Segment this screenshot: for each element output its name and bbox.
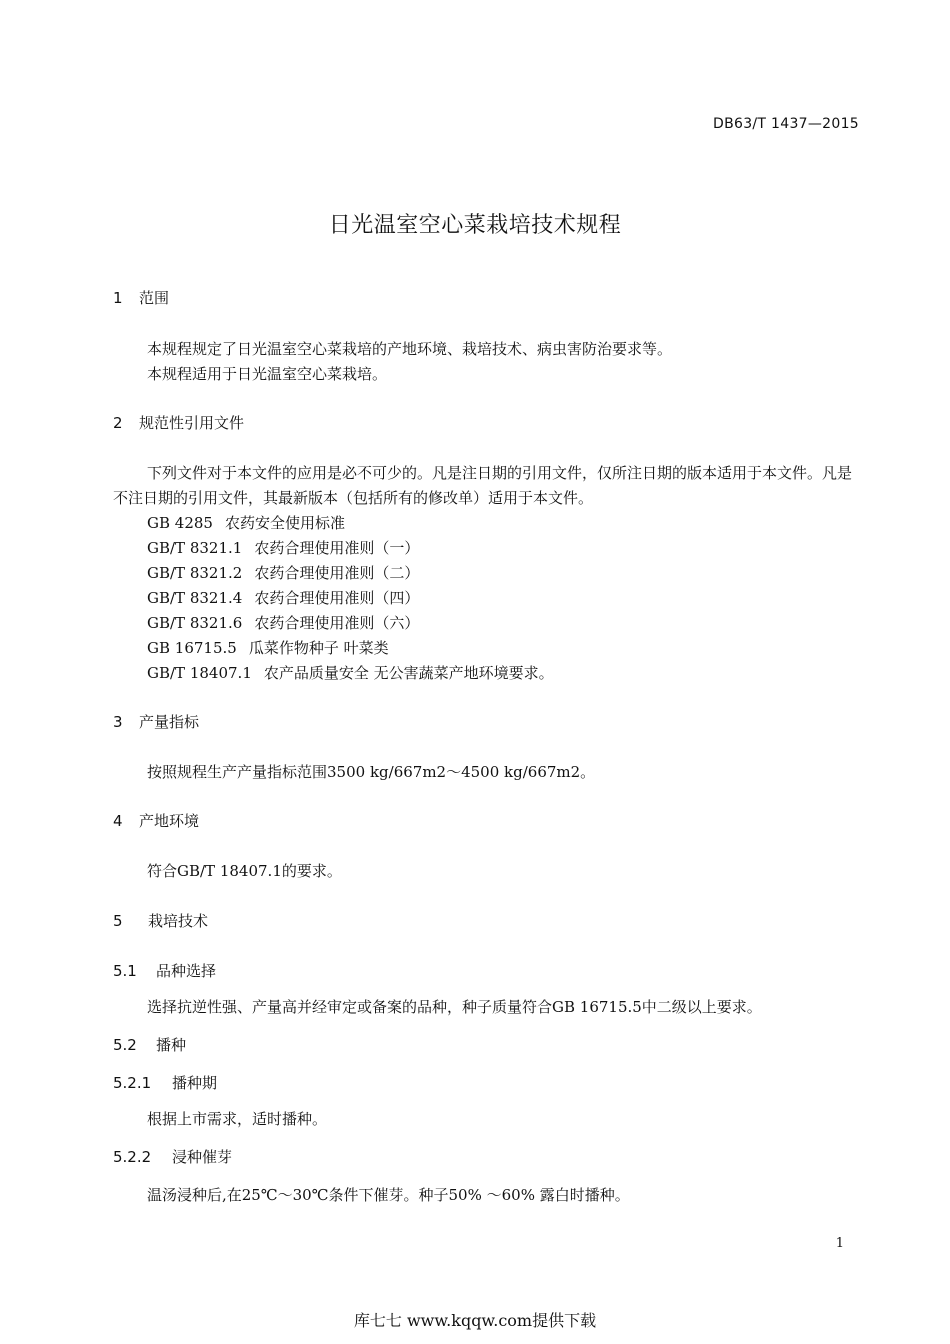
- section-number: 4: [113, 812, 123, 830]
- page-number: 1: [835, 1236, 844, 1251]
- section-5-2-heading: [113, 1034, 186, 1055]
- section-1-paragraph-2: 本规程适用于日光温室空心菜栽培。: [147, 365, 388, 383]
- section-3-heading: [113, 711, 199, 732]
- section-number: 5.2.1: [113, 1074, 152, 1092]
- reference-name: 农产品质量安全 无公害蔬菜产地环境要求。: [263, 664, 554, 682]
- standard-code: DB63/T 1437—2015: [713, 116, 859, 132]
- reference-code: GB 16715.5: [147, 639, 237, 657]
- reference-code: GB/T 8321.4: [147, 589, 243, 607]
- reference-code: GB/T 8321.1: [147, 539, 243, 557]
- reference-item: [147, 562, 419, 583]
- reference-item: [147, 637, 389, 658]
- section-number: 5: [113, 912, 123, 930]
- document-title: 日光温室空心菜栽培技术规程: [328, 213, 622, 238]
- section-5-heading: [113, 910, 208, 931]
- section-5-2-1-paragraph: 根据上市需求，适时播种。: [147, 1110, 328, 1128]
- reference-name: 农药合理使用准则（一）: [254, 539, 420, 557]
- reference-item: [147, 662, 554, 683]
- reference-item: [147, 587, 419, 608]
- section-number: 5.1: [113, 962, 137, 980]
- reference-name: 农药安全使用标准: [224, 514, 345, 532]
- section-number: 5.2.2: [113, 1148, 152, 1166]
- reference-code: GB/T 8321.6: [147, 614, 243, 632]
- reference-name: 农药合理使用准则（六）: [254, 614, 420, 632]
- section-title: 品种选择: [156, 962, 217, 980]
- reference-code: GB 4285: [147, 514, 213, 532]
- section-number: 1: [113, 289, 123, 307]
- section-5-2-2-heading: [113, 1146, 232, 1167]
- section-number: 5.2: [113, 1036, 137, 1054]
- section-number: 3: [113, 713, 123, 731]
- reference-code: GB/T 8321.2: [147, 564, 243, 582]
- section-4-heading: [113, 810, 199, 831]
- section-title: 播种期: [172, 1074, 218, 1092]
- section-title: 规范性引用文件: [139, 414, 245, 432]
- reference-name: 农药合理使用准则（四）: [254, 589, 420, 607]
- section-1-paragraph-1: 本规程规定了日光温室空心菜栽培的产地环境、栽培技术、病虫害防治要求等。: [147, 340, 673, 358]
- footer-watermark: 库七七 www.kqqw.com提供下载: [353, 1311, 597, 1330]
- section-title: 浸种催芽: [172, 1148, 233, 1166]
- section-title: 产量指标: [139, 713, 200, 731]
- reference-item: [147, 612, 419, 633]
- section-4-paragraph: 符合GB/T 18407.1的要求。: [147, 862, 342, 880]
- section-5-2-2-paragraph: 温汤浸种后,在25℃～30℃条件下催芽。种子50% ～60% 露白时播种。: [147, 1186, 630, 1204]
- section-title: 范围: [139, 289, 170, 307]
- section-5-2-1-heading: [113, 1072, 217, 1093]
- reference-code: GB/T 18407.1: [147, 664, 252, 682]
- reference-name: 瓜菜作物种子 叶菜类: [248, 639, 389, 657]
- section-title: 播种: [156, 1036, 187, 1054]
- section-title: 栽培技术: [148, 912, 209, 930]
- section-number: 2: [113, 414, 123, 432]
- section-3-paragraph: 按照规程生产产量指标范围3500 kg/667m2～4500 kg/667m2。: [147, 763, 596, 781]
- section-5-1-paragraph: 选择抗逆性强、产量高并经审定或备案的品种，种子质量符合GB 16715.5中二级以上要求。: [147, 998, 762, 1016]
- section-2-intro: 下列文件对于本文件的应用是必不可少的。凡是注日期的引用文件，仅所注日期的版本适用于本文件。凡是不注日期的引用文件，其最新版本（包括所有的修改单）适用于本文件。: [113, 464, 853, 507]
- reference-name: 农药合理使用准则（二）: [254, 564, 420, 582]
- reference-item: [147, 537, 419, 558]
- section-5-1-heading: [113, 960, 216, 981]
- section-2-heading: [113, 412, 244, 433]
- reference-item: [147, 512, 345, 533]
- section-1-heading: [113, 287, 169, 308]
- section-title: 产地环境: [139, 812, 200, 830]
